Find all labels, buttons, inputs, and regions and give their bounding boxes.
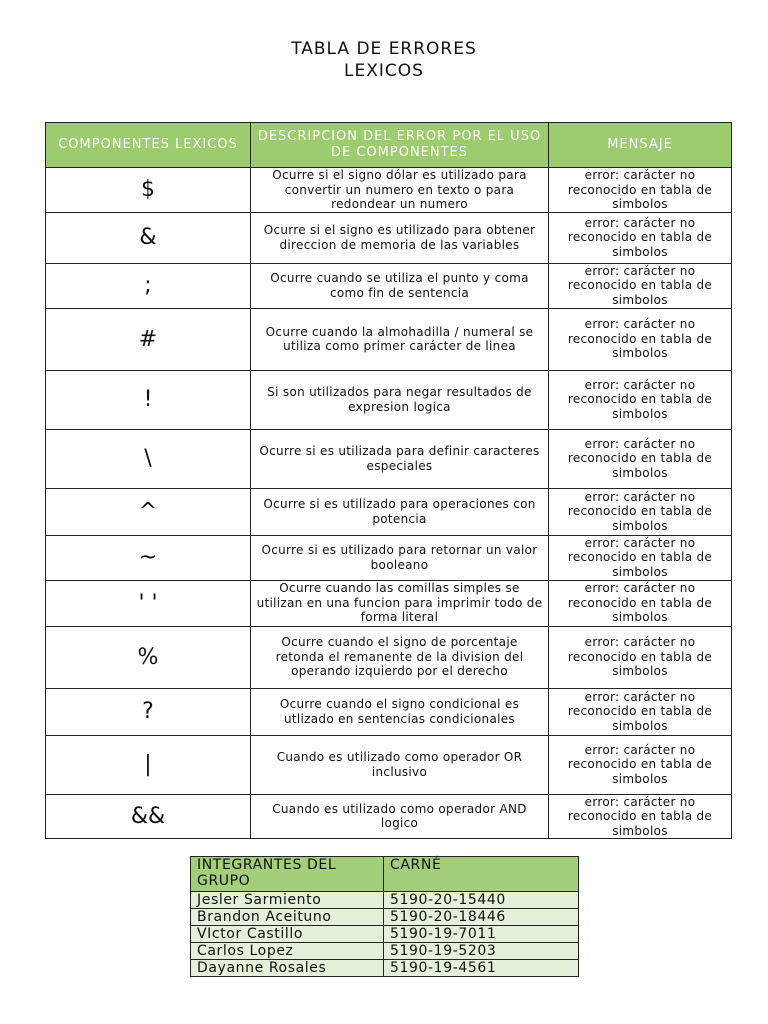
description-cell: Ocurre si es utilizada para definir caracteres especiales — [251, 429, 549, 488]
member-row — [191, 909, 579, 926]
member-row — [191, 960, 579, 977]
message-cell: error: carácter no reconocido en tabla de simbolos — [549, 263, 732, 308]
description-cell: Cuando es utilizado como operador OR inclusivo — [251, 735, 549, 794]
symbol-cell: $ — [46, 168, 251, 213]
table-row — [46, 794, 732, 839]
member-name: Brandon Aceituno — [191, 909, 384, 926]
table-row — [46, 626, 732, 688]
table-row — [46, 212, 732, 263]
member-name: Dayanne Rosales — [191, 960, 384, 977]
symbol-cell: % — [46, 626, 251, 688]
member-row — [191, 943, 579, 960]
table-row — [46, 535, 732, 580]
description-cell: Ocurre cuando el signo condicional es utlizado en sentencias condicionales — [251, 688, 549, 735]
symbol-cell: ; — [46, 263, 251, 308]
message-cell: error: carácter no reconocido en tabla de simbolos — [549, 488, 732, 535]
member-id: 5190-19-4561 — [384, 960, 579, 977]
group-members-table — [190, 856, 579, 977]
symbol-cell: ~ — [46, 535, 251, 580]
table-row — [46, 580, 732, 626]
table-row — [46, 370, 732, 429]
message-cell: error: carácter no reconocido en tabla de simbolos — [549, 580, 732, 626]
symbol-cell: && — [46, 794, 251, 839]
description-cell: Ocurre cuando la almohadilla / numeral se utiliza como primer carácter de linea — [251, 308, 549, 370]
table-row — [46, 263, 732, 308]
message-cell: error: carácter no reconocido en tabla de simbolos — [549, 535, 732, 580]
header-components: COMPONENTES LEXICOS — [46, 123, 251, 168]
description-cell: Cuando es utilizado como operador AND logico — [251, 794, 549, 839]
symbol-cell: ? — [46, 688, 251, 735]
message-cell: error: carácter no reconocido en tabla de simbolos — [549, 308, 732, 370]
member-row — [191, 926, 579, 943]
table-row — [46, 168, 732, 213]
description-cell: Si son utilizados para negar resultados de expresion logica — [251, 370, 549, 429]
symbol-cell: | — [46, 735, 251, 794]
description-cell: Ocurre cuando las comillas simples se utilizan en una funcion para imprimir todo de forma literal — [251, 580, 549, 626]
table-header-row — [46, 123, 732, 168]
description-cell: Ocurre si el signo es utilizado para obtener direccion de memoria de las variables — [251, 212, 549, 263]
member-name: VIctor Castillo — [191, 926, 384, 943]
symbol-cell: ! — [46, 370, 251, 429]
message-cell: error: carácter no reconocido en tabla de simbolos — [549, 168, 732, 213]
table-row — [46, 735, 732, 794]
member-id: 5190-19-5203 — [384, 943, 579, 960]
member-id: 5190-19-7011 — [384, 926, 579, 943]
symbol-cell: ' ' — [46, 580, 251, 626]
title-line-1: TABLA DE ERRORES — [291, 39, 477, 59]
description-cell: Ocurre cuando se utiliza el punto y coma como fin de sentencia — [251, 263, 549, 308]
description-cell: Ocurre si es utilizado para operaciones con potencia — [251, 488, 549, 535]
header-message: MENSAJE — [549, 123, 732, 168]
members-header-row — [191, 857, 579, 892]
description-cell: Ocurre si el signo dólar es utilizado para convertir un numero en texto o para redondear un numero — [251, 168, 549, 213]
member-id: 5190-20-18446 — [384, 909, 579, 926]
table-row — [46, 688, 732, 735]
table-row — [46, 308, 732, 370]
message-cell: error: carácter no reconocido en tabla de simbolos — [549, 735, 732, 794]
table-row — [46, 488, 732, 535]
member-name: Carlos Lopez — [191, 943, 384, 960]
symbol-cell: ^ — [46, 488, 251, 535]
message-cell: error: carácter no reconocido en tabla de simbolos — [549, 429, 732, 488]
table-row — [46, 429, 732, 488]
message-cell: error: carácter no reconocido en tabla de simbolos — [549, 626, 732, 688]
description-cell: Ocurre si es utilizado para retornar un valor booleano — [251, 535, 549, 580]
lexical-errors-table — [45, 122, 732, 839]
page-title — [0, 38, 768, 82]
member-name: Jesler Sarmiento — [191, 892, 384, 909]
description-cell: Ocurre cuando el signo de porcentaje retonda el remanente de la division del operando izquierdo por el derecho — [251, 626, 549, 688]
header-members: INTEGRANTES DEL GRUPO — [191, 857, 384, 892]
message-cell: error: carácter no reconocido en tabla de simbolos — [549, 370, 732, 429]
symbol-cell: & — [46, 212, 251, 263]
message-cell: error: carácter no reconocido en tabla de simbolos — [549, 688, 732, 735]
title-line-2: LEXICOS — [344, 61, 424, 81]
header-carne: CARNÉ — [384, 857, 579, 892]
message-cell: error: carácter no reconocido en tabla de simbolos — [549, 212, 732, 263]
symbol-cell: \ — [46, 429, 251, 488]
member-row — [191, 892, 579, 909]
header-description: DESCRIPCION DEL ERROR POR EL USO DE COMPONENTES — [251, 123, 549, 168]
symbol-cell: # — [46, 308, 251, 370]
message-cell: error: carácter no reconocido en tabla de simbolos — [549, 794, 732, 839]
member-id: 5190-20-15440 — [384, 892, 579, 909]
